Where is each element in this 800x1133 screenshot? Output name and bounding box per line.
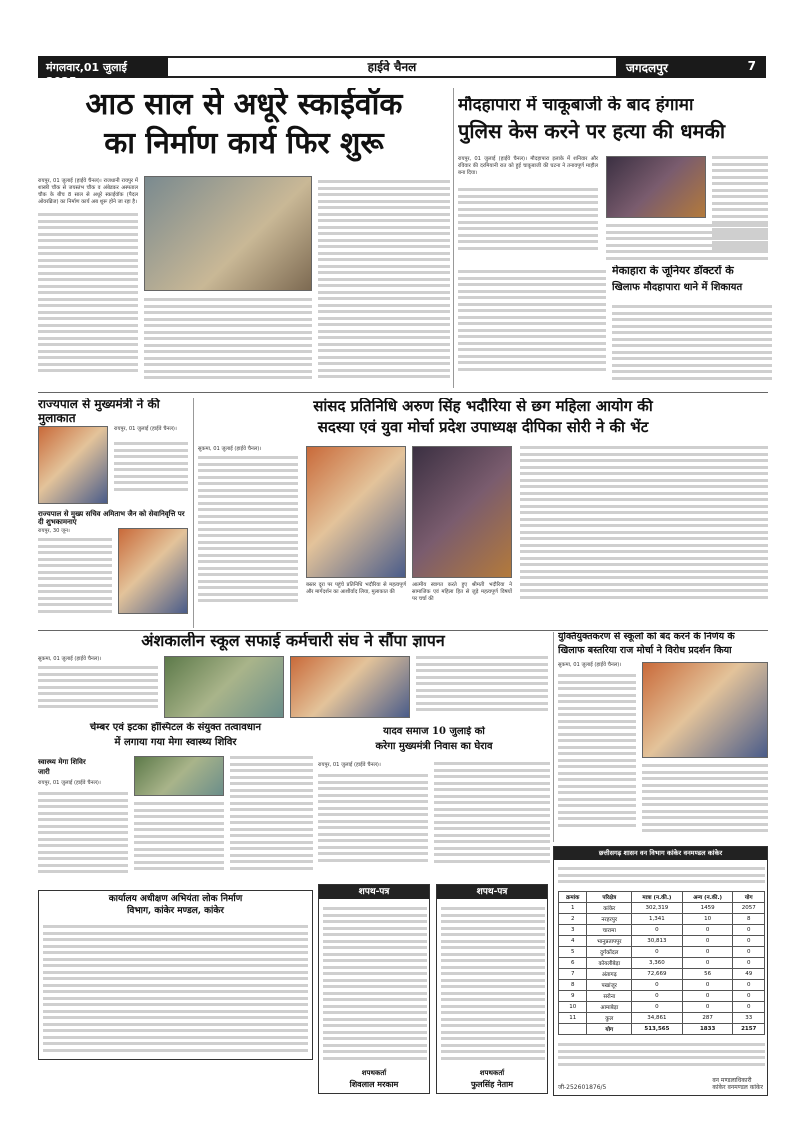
forest-table-cell: 8 [733,914,765,925]
forest-table-cell: कांकेर [587,903,632,914]
section-divider [38,392,768,393]
forest-table-header [559,892,765,903]
forest-table-body [559,903,765,1035]
forest-table-cell: 3,360 [632,958,683,969]
forest-table-cell: 0 [682,925,733,936]
chamber-headline-1: चेम्बर एवं इटका हॉस्पिटल के संयुक्त तत्वावधान [89,722,262,733]
forest-table-cell: भानुप्रतापपुर [587,936,632,947]
city-name: जगदलपुर [626,61,668,75]
forest-table-row [559,1002,765,1013]
forest-table-cell: 9 [559,991,587,1002]
issue-date: मंगलवार,01 जुलाई 2025 [38,56,168,78]
forest-table-row [559,958,765,969]
stabbing-headline-2: पुलिस केस करने पर हत्या की धमकी [458,118,725,143]
yadav-dateline: रायपुर, 01 जुलाई (हाईवे चैनल)। [318,762,381,768]
forest-table-cell: 0 [632,991,683,1002]
bhadoriya-caption-2: आत्मीय स्वागत करते हुए श्रीमती भदौरिया ने सामाजिक एवं महिला हित से जुड़े महत्वपूर्ण विषयों पर चर्चा की [412,582,512,602]
forest-table-cell: 2057 [733,903,765,914]
forest-table-cell: 2 [559,914,587,925]
protest-headline-1: युक्तियुक्तकरण से स्कूलों को बंद करने के निर्णय के [558,632,735,642]
forest-table-cell: 10 [682,914,733,925]
city-page [616,56,766,78]
protest-dateline: सुकमा, 01 जुलाई (हाईवे चैनल)। [558,662,622,668]
stabbing-dateline: रायपुर, 01 जुलाई (हाईवे चैनल)। मौदहापारा इलाके में शनिवार और रविवार की दरमियानी रात को हुई चाकूबाजी की घटना ने तनावपूर्ण माहौल बना दिया। [458,156,598,176]
paper-name: हाईवे चैनल [168,56,616,78]
sweepers-body-right [416,656,548,715]
sweepers-dateline: सुकमा, 01 जुलाई (हाईवे चैनल)। [38,656,102,662]
forest-table-cell: 0 [733,980,765,991]
page-number: 7 [747,59,756,73]
forest-table-header-cell: अन्य (न.की.) [682,892,733,903]
forest-table-cell: 0 [733,958,765,969]
forest-table [558,891,765,1035]
rajyapal2-headline: राज्यपाल से मुख्य सचिव अमिताभ जैन को सेवानिवृत्ति पर दी शुभकामनाएं [38,509,185,527]
forest-table-row [559,1013,765,1024]
rajyapal-story [38,398,188,628]
bhadoriya-body-left [198,456,298,606]
skywalk-photo [144,176,312,291]
forest-table-header-cell: योग [733,892,765,903]
skywalk-body-col3 [144,298,312,383]
affidavit-2-title: शपथ-पत्र [437,885,547,899]
chamber-body-right [230,756,313,873]
forest-table-cell: 3 [559,925,587,936]
yadav-body-left [318,774,428,865]
forest-table-cell: कोयलीबेड़ा [587,958,632,969]
forest-table-row [559,947,765,958]
forest-table-cell: 2157 [733,1024,765,1035]
forest-table-cell: 0 [632,1002,683,1013]
forest-table-row [559,925,765,936]
stabbing-body-below [606,224,768,263]
forest-table-cell: 0 [733,947,765,958]
pwd-title-2: विभाग, कांकेर मण्डल, कांकेर [127,906,224,917]
protest-headline-2: खिलाफ बस्तरिया राज मोर्चा ने विरोध प्रदर्शन किया [558,644,732,656]
affidavit-2 [436,884,548,1094]
forest-table-row [559,980,765,991]
forest-total-row [559,1024,765,1035]
bhadoriya-headline-1: सांसद प्रतिनिधि अरुण सिंह भदौरिया से छग महिला आयोग की [313,398,653,415]
chamber-body-left [38,792,128,877]
forest-table-cell: 11 [559,1013,587,1024]
forest-table-cell: 7 [559,969,587,980]
affidavit-1 [318,884,430,1094]
forest-table-cell: 1 [559,903,587,914]
affidavit-1-body [323,907,427,1063]
forest-signoff-1: वन मण्डलाधिकारी [712,1077,752,1084]
bhadoriya-caption-1: बस्तर दूरा पर पहुंचे प्रतिनिधि भदौरिया से महत्वपूर्ण और मार्गदर्शन का आशीर्वाद लिया, मुलाकात की [306,582,406,595]
forest-table-cell: कुल [587,1013,632,1024]
skywalk-body-col2 [318,180,450,382]
forest-ref: जी-252601876/5 [558,1084,607,1091]
forest-table-cell: 30,813 [632,936,683,947]
forest-table-cell: 513,565 [632,1024,683,1035]
mekahara-headline-1: मेकाहारा के जूनियर डॉक्टरों के [612,265,734,277]
affidavit-2-footer-1: शपथकर्ता [479,1067,505,1077]
forest-table-cell: 0 [682,1002,733,1013]
skywalk-headline-2: का निर्माण कार्य फिर शुरू [104,125,384,161]
forest-table-cell: 1833 [682,1024,733,1035]
forest-notice [553,846,768,1096]
forest-table-cell: 0 [632,947,683,958]
page-header [38,56,766,88]
forest-table-cell: अंतागढ़ [587,969,632,980]
forest-table-cell: 0 [733,991,765,1002]
forest-table-cell: 56 [682,969,733,980]
rajyapal-body [114,442,188,494]
forest-title: छत्तीसगढ़ शासन वन विभाग कांकेर वनमण्डल कांकेर [554,847,767,860]
protest-photo [642,662,768,758]
forest-table-cell: दुर्गकोंदल [587,947,632,958]
stabbing-body-col2 [458,270,606,374]
forest-table-cell: नरहरपुर [587,914,632,925]
forest-table-cell: चारामा [587,925,632,936]
forest-table-cell: 10 [559,1002,587,1013]
forest-signoff-2: कांकेर वनमण्डल कांकेर [712,1084,763,1091]
chamber-subhead: स्वास्थ्य मेगा शिविर [38,757,86,766]
forest-intro [558,867,765,887]
protest-body-right [642,764,768,836]
rajyapal-dateline: रायपुर, 01 जुलाई (हाईवे चैनल)। [114,426,177,432]
stabbing-headline-1: मौदहापारा में चाकूबाजी के बाद हंगामा [458,96,694,115]
forest-table-cell: 72,669 [632,969,683,980]
forest-table-cell: 0 [632,980,683,991]
forest-table-row [559,936,765,947]
chamber-headline-2: में लगाया गया मेगा स्वास्थ्य शिविर [114,736,237,748]
forest-table-cell: 6 [559,958,587,969]
forest-table-row [559,991,765,1002]
forest-table-cell: 0 [733,936,765,947]
forest-table-cell: 0 [733,925,765,936]
forest-table-header-cell: मात्रा (न.की.) [632,892,683,903]
yadav-headline-2: करेगा मुख्यमंत्री निवास का घेराव [375,740,493,752]
skywalk-body-col1 [38,213,138,376]
forest-table-row [559,914,765,925]
chamber-subhead-2: जारी [38,767,50,776]
bhadoriya-body-right [520,446,768,602]
sweepers-photo-1 [164,656,284,718]
forest-table-cell: 49 [733,969,765,980]
skywalk-dateline: रायपुर, 01 जुलाई (हाईवे चैनल)। राजधानी रायपुर में शास्त्री चौक से जयस्तंभ चौक व अंबेडकर अस्पताल चौक के बीच 8 साल से अधूरे स्काईवॉक (पैदल ओवरब्रिज) का निर्माण कार्य अब शुरू होने जा रहा है। [38,178,138,205]
forest-table-cell: सरोना [587,991,632,1002]
skywalk-headline-1: आठ साल से अधूरे स्काईवॉक [85,88,403,122]
sweepers-photo-2 [290,656,410,718]
forest-table-cell: 0 [733,1002,765,1013]
chamber-story [38,722,313,882]
bhadoriya-photo-1 [306,446,406,578]
forest-table-cell: योग [587,1024,632,1035]
bhadoriya-dateline: सुकमा, 01 जुलाई (हाईवे चैनल)। [198,446,262,452]
forest-table-cell: 8 [559,980,587,991]
mekahara-headline-2: खिलाफ मौदहापारा थाने में शिकायत [612,281,743,293]
forest-table-cell [559,1024,587,1035]
forest-table-cell: 302,319 [632,903,683,914]
yadav-story [318,726,550,874]
column-divider [553,632,554,842]
forest-table-header-cell: क्रमांक [559,892,587,903]
rajyapal-photo [38,426,108,504]
forest-table-cell: 5 [559,947,587,958]
chamber-photo [134,756,224,796]
pwd-title-1: कार्यालय अधीक्षण अभियंता लोक निर्माण [108,894,243,904]
forest-table-cell: 0 [682,958,733,969]
forest-table-cell: 1459 [682,903,733,914]
mekahara-body [612,305,772,383]
bhadoriya-photo-2 [412,446,512,578]
mekahara-story [612,265,772,390]
forest-table-row [559,969,765,980]
forest-signoff [712,1077,763,1091]
forest-table-cell: पखांजूर [587,980,632,991]
chamber-body-mid [134,802,224,874]
sweepers-headline: अंशकालीन स्कूल सफाई कर्मचारी संघ ने सौंपा ज्ञापन [141,632,445,650]
forest-table-cell: 0 [682,991,733,1002]
forest-table-cell: 0 [632,925,683,936]
rajyapal2-photo [118,528,188,614]
forest-table-cell: 0 [682,936,733,947]
protest-story [558,632,768,844]
forest-table-cell: 1,341 [632,914,683,925]
forest-table-cell: 287 [682,1013,733,1024]
sweepers-story [38,632,548,720]
affidavit-1-footer-1: शपथकर्ता [361,1067,387,1077]
pwd-notice [38,890,313,1060]
affidavit-2-footer-2: फुलसिंह नेताम [471,1078,513,1089]
forest-table-cell: 33 [733,1013,765,1024]
forest-footnotes [558,1043,765,1069]
pwd-notice-body [43,925,308,1055]
affidavit-2-body [441,907,545,1063]
chamber-dateline: रायपुर, 01 जुलाई (हाईवे चैनल)। [38,780,101,786]
bhadoriya-headline-2: सदस्या एवं युवा मोर्चा प्रदेश उपाध्यक्ष दीपिका सोरी ने की भेंट [317,418,649,437]
forest-table-header-cell: परिक्षेत्र [587,892,632,903]
protest-body-left [558,674,636,830]
stabbing-photo [606,156,706,218]
stabbing-body [458,188,598,253]
rajyapal2-dateline: रायपुर, 30 जून। [38,528,70,534]
forest-table-cell: आमाबेड़ा [587,1002,632,1013]
bhadoriya-story [198,398,768,628]
affidavit-1-footer-2: शिवलाल मरकाम [349,1078,399,1089]
skywalk-story [38,88,450,388]
forest-table-cell: 0 [682,947,733,958]
affidavit-1-title: शपथ-पत्र [319,885,429,899]
sweepers-body-left [38,666,158,712]
column-divider [193,398,194,628]
yadav-body-right [434,762,550,866]
forest-table-row [559,903,765,914]
forest-table-cell: 34,861 [632,1013,683,1024]
stabbing-story [458,96,768,266]
column-divider [453,88,454,388]
section-divider [38,630,768,631]
rajyapal-headline: राज्यपाल से मुख्यमंत्री ने की मुलाकात [38,398,160,425]
rajyapal2-body [38,538,112,616]
yadav-headline-1: यादव समाज 10 जुलाई को [383,726,485,737]
forest-table-cell: 0 [682,980,733,991]
forest-table-cell: 4 [559,936,587,947]
